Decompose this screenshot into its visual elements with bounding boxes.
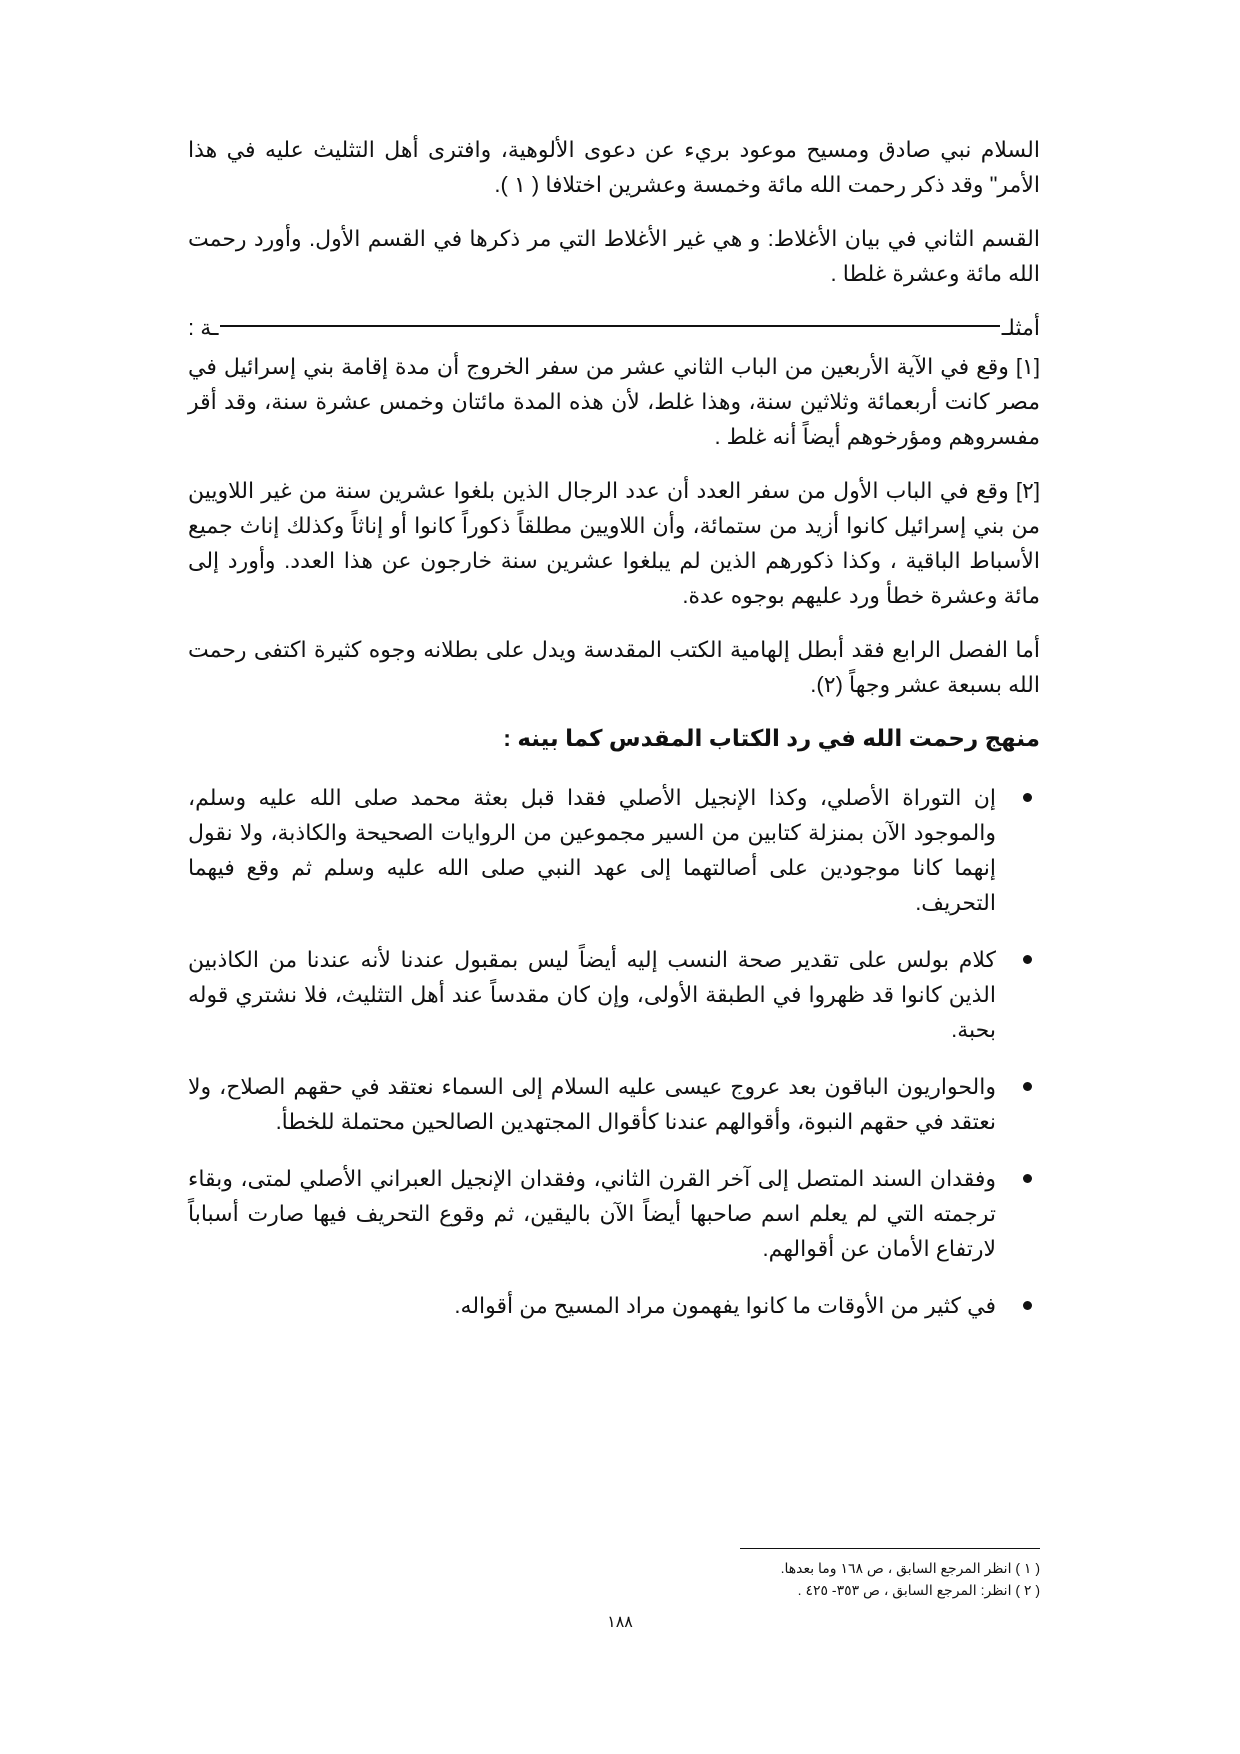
list-item-text: وفقدان السند المتصل إلى آخر القرن الثاني، وفقدان الإنجيل العبراني الأصلي لمتى، وبقاء ترجمته التي لم يعلم اسم صاحبها أيضاً الآن باليقين، ثم وقوع التحريف فيها صارت أسباباً لارتفاع الأمان عن أقوالهم. — [188, 1166, 996, 1261]
list-item — [188, 942, 1040, 1047]
list-item — [188, 1288, 1040, 1323]
body-text — [188, 132, 1040, 1345]
example-1: [١] وقع في الآية الأربعين من الباب الثاني عشر من سفر الخروج أن مدة إقامة بني إسرائيل في مصر كانت أربعمائة وثلاثين سنة، وهذا غلط، لأن هذه المدة مائتان وخمس عشرة سنة، وقد أقر مفسروهم ومؤرخوهم أيضاً أنه غلط . — [188, 354, 1040, 449]
footnotes — [740, 1548, 1040, 1601]
example-2: [٢] وقع في الباب الأول من سفر العدد أن عدد الرجال الذين بلغوا عشرين سنة من غير اللاويين من بني إسرائيل كانوا أزيد من ستمائة، وأن اللاويين مطلقاً ذكوراً كانوا أو إناثاً وكذلك إناث جميع الأسباط الباقية ، وكذا ذكورهم الذين لم يبلغوا عشرين سنة خارجون عن هذا العدد. وأورد إلى مائة وعشرة خطأ ورد عليهم بوجوه عدة. — [188, 478, 1040, 608]
page-number: ١٨٨ — [607, 1614, 633, 1631]
list-item-text: والحواريون الباقون بعد عروج عيسى عليه السلام إلى السماء نعتقد في حقهم الصلاح، ولا نعتقد في حقهم النبوة، وأقوالهم عندنا كأقوال المجتهدين الصالحين محتملة للخطأ. — [188, 1074, 996, 1134]
bullet-icon — [1023, 1082, 1032, 1091]
examples-heading-end: ـة : — [188, 315, 219, 340]
bullet-icon — [1023, 793, 1032, 802]
list-item — [188, 1161, 1040, 1266]
paragraph-second-section: القسم الثاني في بيان الأغلاط: و هي غير الأغلاط التي مر ذكرها في القسم الأول. وأورد رحمت الله مائة وعشرة غلطا . — [188, 226, 1040, 286]
list-item — [188, 780, 1040, 920]
bullet-icon — [1023, 955, 1032, 964]
examples-heading — [188, 310, 1040, 345]
method-list — [188, 780, 1040, 1323]
list-item-text: كلام بولس على تقدير صحة النسب إليه أيضاً ليس بمقبول عندنا لأنه عندنا من الكاذبين الذين كانوا قد ظهروا في الطبقة الأولى، وإن كان مقدساً عند أهل التثليث، فلا نشتري قوله بحبة. — [188, 947, 996, 1042]
bullet-icon — [1023, 1301, 1032, 1310]
footnote-2: ( ٢ ) انظر: المرجع السابق ، ص ٣٥٣- ٤٢٥ . — [797, 1582, 1040, 1598]
list-item — [188, 1069, 1040, 1139]
paragraph-fourth-chapter: أما الفصل الرابع فقد أبطل إلهامية الكتب المقدسة ويدل على بطلانه وجوه كثيرة اكتفى رحمت الله بسبعة عشر وجهاً (٢). — [188, 637, 1040, 697]
list-item-text: في كثير من الأوقات ما كانوا يفهمون مراد المسيح من أقواله. — [454, 1293, 996, 1318]
footnote-separator — [740, 1548, 1040, 1549]
paragraph-continuation: السلام نبي صادق ومسيح موعود بريء عن دعوى الألوهية، وافترى أهل التثليث عليه في هذا الأمر" وقد ذكر رحمت الله مائة وخمسة وعشرين اختلافا ( ١ ). — [188, 137, 1040, 197]
examples-heading-start: أمثلـ — [1001, 315, 1040, 340]
list-item-text: إن التوراة الأصلي، وكذا الإنجيل الأصلي فقدا قبل بعثة محمد صلى الله عليه وسلم، والموجود الآن بمنزلة كتابين من السير مجموعين من الروايات الصحيحة والكاذبة، ولا نقول إنهما كانا موجودين على أصالتهما إلى عهد النبي صلى الله عليه وسلم ثم وقع فيهما التحريف. — [188, 785, 996, 915]
examples-heading-line — [220, 325, 999, 327]
footnote-1: ( ١ ) انظر المرجع السابق ، ص ١٦٨ وما بعدها. — [780, 1560, 1040, 1576]
section-heading: منهج رحمت الله في رد الكتاب المقدس كما بينه : — [503, 725, 1040, 751]
bullet-icon — [1023, 1174, 1032, 1183]
